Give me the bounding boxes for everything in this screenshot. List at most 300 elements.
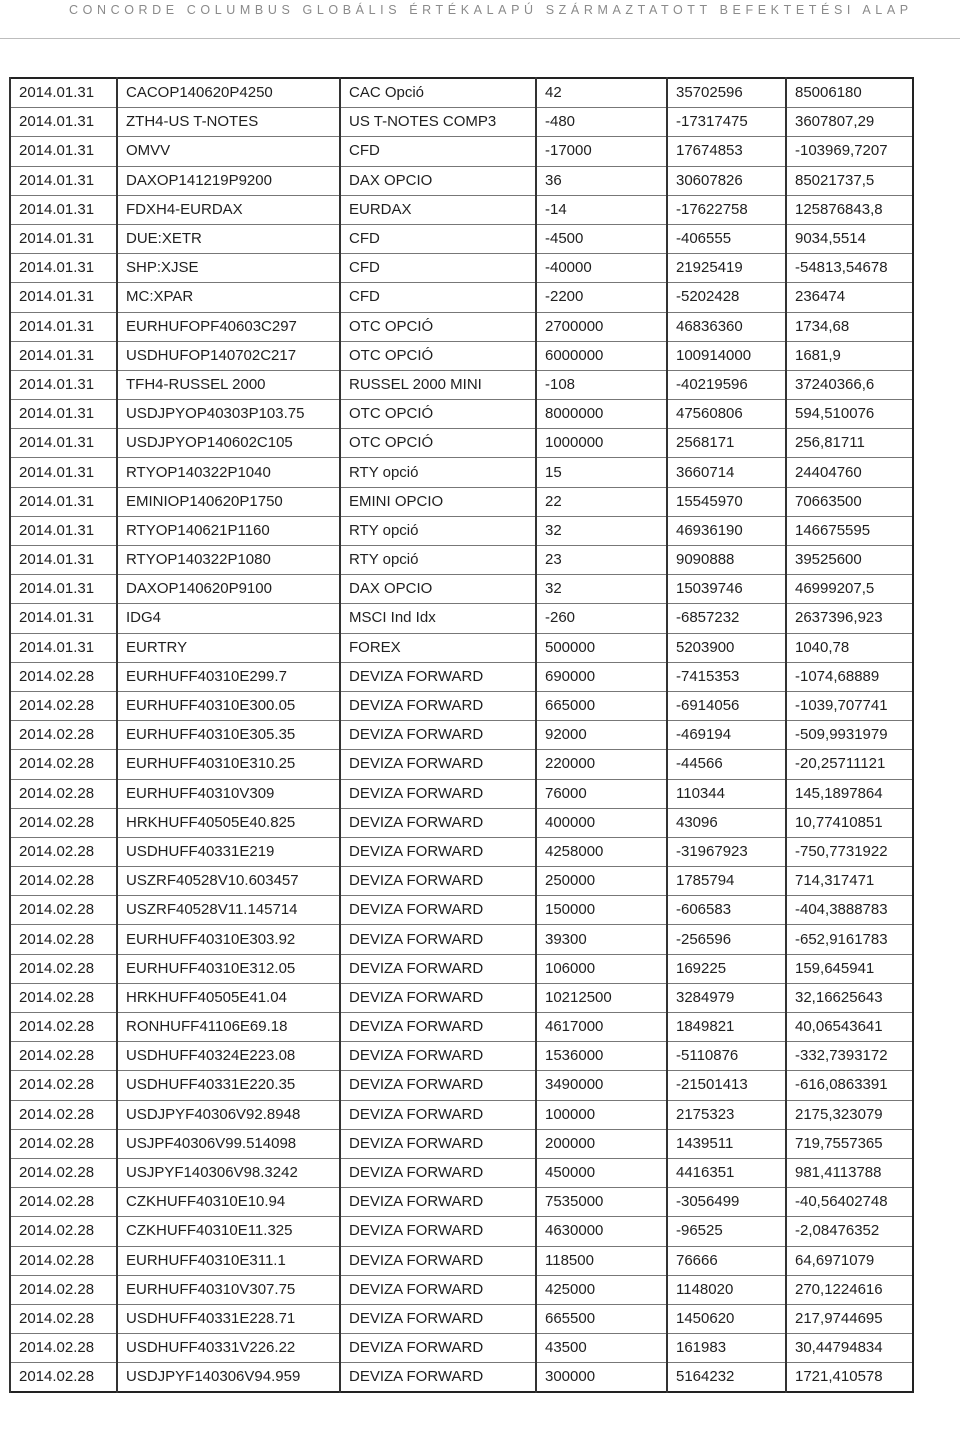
date-cell: 2014.02.28 xyxy=(10,1129,117,1158)
amount-cell: 37240366,6 xyxy=(786,370,913,399)
instrument-type-cell: CFD xyxy=(340,254,536,283)
date-cell: 2014.01.31 xyxy=(10,195,117,224)
date-cell: 2014.01.31 xyxy=(10,370,117,399)
instrument-type-cell: DEVIZA FORWARD xyxy=(340,837,536,866)
instrument-code-cell: ZTH4-US T-NOTES xyxy=(117,108,340,137)
instrument-type-cell: DEVIZA FORWARD xyxy=(340,896,536,925)
date-cell: 2014.02.28 xyxy=(10,1275,117,1304)
amount-cell: 125876843,8 xyxy=(786,195,913,224)
table-row xyxy=(10,925,913,954)
value-cell: 2568171 xyxy=(667,429,786,458)
date-cell: 2014.01.31 xyxy=(10,78,117,108)
value-cell: 100914000 xyxy=(667,341,786,370)
instrument-code-cell: EURHUFF40310V307.75 xyxy=(117,1275,340,1304)
amount-cell: -652,9161783 xyxy=(786,925,913,954)
amount-cell: 714,317471 xyxy=(786,867,913,896)
instrument-type-cell: DEVIZA FORWARD xyxy=(340,1217,536,1246)
amount-cell: -750,7731922 xyxy=(786,837,913,866)
instrument-code-cell: USJPYF140306V98.3242 xyxy=(117,1158,340,1187)
instrument-code-cell: MC:XPAR xyxy=(117,283,340,312)
date-cell: 2014.01.31 xyxy=(10,604,117,633)
amount-cell: -20,25711121 xyxy=(786,750,913,779)
quantity-cell: -108 xyxy=(536,370,667,399)
table-row xyxy=(10,867,913,896)
table-row xyxy=(10,400,913,429)
instrument-code-cell: EURHUFF40310E311.1 xyxy=(117,1246,340,1275)
instrument-code-cell: USZRF40528V11.145714 xyxy=(117,896,340,925)
instrument-code-cell: CACOP140620P4250 xyxy=(117,78,340,108)
table-row xyxy=(10,487,913,516)
instrument-type-cell: DEVIZA FORWARD xyxy=(340,1158,536,1187)
table-row xyxy=(10,1188,913,1217)
amount-cell: 719,7557365 xyxy=(786,1129,913,1158)
value-cell: -256596 xyxy=(667,925,786,954)
amount-cell: 1681,9 xyxy=(786,341,913,370)
instrument-code-cell: HRKHUFF40505E40.825 xyxy=(117,808,340,837)
amount-cell: -404,3888783 xyxy=(786,896,913,925)
quantity-cell: 106000 xyxy=(536,954,667,983)
amount-cell: 256,81711 xyxy=(786,429,913,458)
instrument-code-cell: RTYOP140621P1160 xyxy=(117,516,340,545)
amount-cell: 2175,323079 xyxy=(786,1100,913,1129)
date-cell: 2014.02.28 xyxy=(10,1100,117,1129)
instrument-code-cell: USDHUFOP140702C217 xyxy=(117,341,340,370)
instrument-type-cell: OTC OPCIÓ xyxy=(340,341,536,370)
amount-cell: -509,9931979 xyxy=(786,721,913,750)
date-cell: 2014.02.28 xyxy=(10,1158,117,1187)
quantity-cell: 690000 xyxy=(536,662,667,691)
date-cell: 2014.02.28 xyxy=(10,1042,117,1071)
value-cell: 47560806 xyxy=(667,400,786,429)
value-cell: 35702596 xyxy=(667,78,786,108)
instrument-type-cell: CAC Opció xyxy=(340,78,536,108)
instrument-type-cell: DEVIZA FORWARD xyxy=(340,983,536,1012)
quantity-cell: -260 xyxy=(536,604,667,633)
amount-cell: -40,56402748 xyxy=(786,1188,913,1217)
value-cell: 161983 xyxy=(667,1334,786,1363)
amount-cell: -103969,7207 xyxy=(786,137,913,166)
instrument-type-cell: DEVIZA FORWARD xyxy=(340,1071,536,1100)
quantity-cell: -2200 xyxy=(536,283,667,312)
value-cell: 17674853 xyxy=(667,137,786,166)
instrument-type-cell: EURDAX xyxy=(340,195,536,224)
date-cell: 2014.02.28 xyxy=(10,983,117,1012)
instrument-code-cell: DAXOP140620P9100 xyxy=(117,575,340,604)
value-cell: 15039746 xyxy=(667,575,786,604)
quantity-cell: 42 xyxy=(536,78,667,108)
date-cell: 2014.01.31 xyxy=(10,312,117,341)
table-row xyxy=(10,1071,913,1100)
amount-cell: 159,645941 xyxy=(786,954,913,983)
date-cell: 2014.01.31 xyxy=(10,166,117,195)
value-cell: 169225 xyxy=(667,954,786,983)
quantity-cell: 200000 xyxy=(536,1129,667,1158)
instrument-code-cell: DUE:XETR xyxy=(117,224,340,253)
quantity-cell: 425000 xyxy=(536,1275,667,1304)
instrument-type-cell: RTY opció xyxy=(340,546,536,575)
instrument-type-cell: DAX OPCIO xyxy=(340,166,536,195)
value-cell: 1450620 xyxy=(667,1304,786,1333)
instrument-code-cell: USJPF40306V99.514098 xyxy=(117,1129,340,1158)
instrument-code-cell: EMINIOP140620P1750 xyxy=(117,487,340,516)
date-cell: 2014.01.31 xyxy=(10,108,117,137)
date-cell: 2014.02.28 xyxy=(10,837,117,866)
table-row xyxy=(10,429,913,458)
date-cell: 2014.01.31 xyxy=(10,516,117,545)
instrument-code-cell: USZRF40528V10.603457 xyxy=(117,867,340,896)
date-cell: 2014.02.28 xyxy=(10,1363,117,1393)
amount-cell: 32,16625643 xyxy=(786,983,913,1012)
date-cell: 2014.02.28 xyxy=(10,954,117,983)
instrument-type-cell: DEVIZA FORWARD xyxy=(340,1100,536,1129)
value-cell: 3284979 xyxy=(667,983,786,1012)
date-cell: 2014.02.28 xyxy=(10,1334,117,1363)
quantity-cell: 92000 xyxy=(536,721,667,750)
instrument-type-cell: DEVIZA FORWARD xyxy=(340,1042,536,1071)
instrument-code-cell: RTYOP140322P1040 xyxy=(117,458,340,487)
value-cell: -7415353 xyxy=(667,662,786,691)
value-cell: -96525 xyxy=(667,1217,786,1246)
quantity-cell: 10212500 xyxy=(536,983,667,1012)
table-row xyxy=(10,312,913,341)
table-row xyxy=(10,604,913,633)
quantity-cell: 7535000 xyxy=(536,1188,667,1217)
table-row xyxy=(10,1363,913,1393)
quantity-cell: 39300 xyxy=(536,925,667,954)
value-cell: -21501413 xyxy=(667,1071,786,1100)
instrument-code-cell: EURHUFF40310E310.25 xyxy=(117,750,340,779)
derivatives-table-body xyxy=(10,78,913,1392)
instrument-code-cell: EURHUFF40310E299.7 xyxy=(117,662,340,691)
quantity-cell: 4258000 xyxy=(536,837,667,866)
table-row xyxy=(10,1275,913,1304)
date-cell: 2014.02.28 xyxy=(10,896,117,925)
quantity-cell: -17000 xyxy=(536,137,667,166)
quantity-cell: -4500 xyxy=(536,224,667,253)
instrument-code-cell: RONHUFF41106E69.18 xyxy=(117,1013,340,1042)
amount-cell: 594,510076 xyxy=(786,400,913,429)
instrument-code-cell: HRKHUFF40505E41.04 xyxy=(117,983,340,1012)
value-cell: 46836360 xyxy=(667,312,786,341)
quantity-cell: 118500 xyxy=(536,1246,667,1275)
date-cell: 2014.01.31 xyxy=(10,283,117,312)
date-cell: 2014.01.31 xyxy=(10,341,117,370)
quantity-cell: 4617000 xyxy=(536,1013,667,1042)
amount-cell: -1074,68889 xyxy=(786,662,913,691)
table-row xyxy=(10,137,913,166)
instrument-type-cell: CFD xyxy=(340,283,536,312)
date-cell: 2014.01.31 xyxy=(10,458,117,487)
value-cell: -44566 xyxy=(667,750,786,779)
quantity-cell: 220000 xyxy=(536,750,667,779)
table-row xyxy=(10,1158,913,1187)
quantity-cell: -480 xyxy=(536,108,667,137)
instrument-code-cell: EURHUFF40310E300.05 xyxy=(117,691,340,720)
quantity-cell: 100000 xyxy=(536,1100,667,1129)
value-cell: -406555 xyxy=(667,224,786,253)
date-cell: 2014.02.28 xyxy=(10,750,117,779)
amount-cell: 3607807,29 xyxy=(786,108,913,137)
value-cell: 30607826 xyxy=(667,166,786,195)
instrument-code-cell: OMVV xyxy=(117,137,340,166)
date-cell: 2014.02.28 xyxy=(10,925,117,954)
instrument-code-cell: EURTRY xyxy=(117,633,340,662)
table-row xyxy=(10,224,913,253)
instrument-type-cell: MSCI Ind Idx xyxy=(340,604,536,633)
instrument-type-cell: OTC OPCIÓ xyxy=(340,400,536,429)
table-row xyxy=(10,283,913,312)
instrument-type-cell: DEVIZA FORWARD xyxy=(340,1334,536,1363)
amount-cell: 85021737,5 xyxy=(786,166,913,195)
value-cell: -17622758 xyxy=(667,195,786,224)
quantity-cell: 300000 xyxy=(536,1363,667,1393)
value-cell: 3660714 xyxy=(667,458,786,487)
date-cell: 2014.02.28 xyxy=(10,808,117,837)
value-cell: 2175323 xyxy=(667,1100,786,1129)
instrument-type-cell: CFD xyxy=(340,224,536,253)
amount-cell: 1040,78 xyxy=(786,633,913,662)
instrument-type-cell: DEVIZA FORWARD xyxy=(340,691,536,720)
value-cell: 9090888 xyxy=(667,546,786,575)
amount-cell: 145,1897864 xyxy=(786,779,913,808)
instrument-code-cell: EURHUFF40310E305.35 xyxy=(117,721,340,750)
amount-cell: 1721,410578 xyxy=(786,1363,913,1393)
instrument-code-cell: USDJPYF140306V94.959 xyxy=(117,1363,340,1393)
value-cell: 1439511 xyxy=(667,1129,786,1158)
instrument-code-cell: FDXH4-EURDAX xyxy=(117,195,340,224)
amount-cell: 46999207,5 xyxy=(786,575,913,604)
table-row xyxy=(10,1334,913,1363)
value-cell: 46936190 xyxy=(667,516,786,545)
value-cell: -6914056 xyxy=(667,691,786,720)
instrument-type-cell: DEVIZA FORWARD xyxy=(340,1304,536,1333)
table-row xyxy=(10,808,913,837)
date-cell: 2014.01.31 xyxy=(10,400,117,429)
date-cell: 2014.02.28 xyxy=(10,691,117,720)
value-cell: -31967923 xyxy=(667,837,786,866)
amount-cell: 70663500 xyxy=(786,487,913,516)
instrument-type-cell: RUSSEL 2000 MINI xyxy=(340,370,536,399)
table-row xyxy=(10,1042,913,1071)
amount-cell: 30,44794834 xyxy=(786,1334,913,1363)
quantity-cell: 4630000 xyxy=(536,1217,667,1246)
amount-cell: 64,6971079 xyxy=(786,1246,913,1275)
instrument-type-cell: DEVIZA FORWARD xyxy=(340,954,536,983)
table-row xyxy=(10,1129,913,1158)
quantity-cell: 6000000 xyxy=(536,341,667,370)
value-cell: -469194 xyxy=(667,721,786,750)
table-row xyxy=(10,108,913,137)
amount-cell: 39525600 xyxy=(786,546,913,575)
date-cell: 2014.01.31 xyxy=(10,254,117,283)
quantity-cell: 76000 xyxy=(536,779,667,808)
value-cell: -40219596 xyxy=(667,370,786,399)
instrument-type-cell: DEVIZA FORWARD xyxy=(340,1188,536,1217)
instrument-type-cell: DEVIZA FORWARD xyxy=(340,808,536,837)
instrument-code-cell: SHP:XJSE xyxy=(117,254,340,283)
amount-cell: 24404760 xyxy=(786,458,913,487)
quantity-cell: 250000 xyxy=(536,867,667,896)
table-row xyxy=(10,370,913,399)
table-row xyxy=(10,78,913,108)
amount-cell: 2637396,923 xyxy=(786,604,913,633)
value-cell: 1785794 xyxy=(667,867,786,896)
date-cell: 2014.01.31 xyxy=(10,575,117,604)
instrument-code-cell: USDHUFF40331E219 xyxy=(117,837,340,866)
table-row xyxy=(10,983,913,1012)
table-row xyxy=(10,341,913,370)
quantity-cell: 1000000 xyxy=(536,429,667,458)
derivatives-table xyxy=(9,77,914,1393)
quantity-cell: 400000 xyxy=(536,808,667,837)
value-cell: -606583 xyxy=(667,896,786,925)
quantity-cell: -40000 xyxy=(536,254,667,283)
instrument-code-cell: USDJPYF40306V92.8948 xyxy=(117,1100,340,1129)
table-row xyxy=(10,837,913,866)
date-cell: 2014.02.28 xyxy=(10,1071,117,1100)
instrument-type-cell: DEVIZA FORWARD xyxy=(340,925,536,954)
instrument-type-cell: OTC OPCIÓ xyxy=(340,429,536,458)
instrument-type-cell: DEVIZA FORWARD xyxy=(340,662,536,691)
instrument-type-cell: RTY opció xyxy=(340,516,536,545)
table-row xyxy=(10,779,913,808)
amount-cell: 1734,68 xyxy=(786,312,913,341)
table-row xyxy=(10,1246,913,1275)
amount-cell: 40,06543641 xyxy=(786,1013,913,1042)
table-row xyxy=(10,254,913,283)
instrument-code-cell: DAXOP141219P9200 xyxy=(117,166,340,195)
value-cell: -5202428 xyxy=(667,283,786,312)
quantity-cell: 665500 xyxy=(536,1304,667,1333)
table-row xyxy=(10,1304,913,1333)
table-row xyxy=(10,575,913,604)
quantity-cell: 15 xyxy=(536,458,667,487)
quantity-cell: 1536000 xyxy=(536,1042,667,1071)
instrument-type-cell: FOREX xyxy=(340,633,536,662)
table-row xyxy=(10,166,913,195)
value-cell: 43096 xyxy=(667,808,786,837)
amount-cell: 981,4113788 xyxy=(786,1158,913,1187)
date-cell: 2014.01.31 xyxy=(10,137,117,166)
document-header-title: CONCORDE COLUMBUS GLOBÁLIS ÉRTÉKALAPÚ SZÁRMAZTATOTT BEFEKTETÉSI ALAP xyxy=(69,3,913,17)
table-row xyxy=(10,896,913,925)
date-cell: 2014.02.28 xyxy=(10,1188,117,1217)
value-cell: -6857232 xyxy=(667,604,786,633)
instrument-type-cell: RTY opció xyxy=(340,458,536,487)
quantity-cell: 665000 xyxy=(536,691,667,720)
date-cell: 2014.02.28 xyxy=(10,1217,117,1246)
date-cell: 2014.02.28 xyxy=(10,1246,117,1275)
instrument-type-cell: DEVIZA FORWARD xyxy=(340,1363,536,1393)
date-cell: 2014.01.31 xyxy=(10,487,117,516)
value-cell: 1849821 xyxy=(667,1013,786,1042)
date-cell: 2014.02.28 xyxy=(10,662,117,691)
date-cell: 2014.02.28 xyxy=(10,721,117,750)
amount-cell: 217,9744695 xyxy=(786,1304,913,1333)
quantity-cell: 22 xyxy=(536,487,667,516)
table-row xyxy=(10,458,913,487)
instrument-type-cell: DEVIZA FORWARD xyxy=(340,1129,536,1158)
table-row xyxy=(10,1100,913,1129)
date-cell: 2014.02.28 xyxy=(10,779,117,808)
instrument-code-cell: USDJPYOP40303P103.75 xyxy=(117,400,340,429)
quantity-cell: 150000 xyxy=(536,896,667,925)
quantity-cell: 23 xyxy=(536,546,667,575)
value-cell: -5110876 xyxy=(667,1042,786,1071)
instrument-code-cell: EURHUFF40310E312.05 xyxy=(117,954,340,983)
quantity-cell: 2700000 xyxy=(536,312,667,341)
header-divider xyxy=(0,38,960,39)
value-cell: 5164232 xyxy=(667,1363,786,1393)
amount-cell: -1039,707741 xyxy=(786,691,913,720)
quantity-cell: 36 xyxy=(536,166,667,195)
amount-cell: 146675595 xyxy=(786,516,913,545)
value-cell: 5203900 xyxy=(667,633,786,662)
value-cell: -3056499 xyxy=(667,1188,786,1217)
instrument-code-cell: CZKHUFF40310E10.94 xyxy=(117,1188,340,1217)
value-cell: 15545970 xyxy=(667,487,786,516)
date-cell: 2014.01.31 xyxy=(10,224,117,253)
table-row xyxy=(10,954,913,983)
table-row xyxy=(10,633,913,662)
instrument-type-cell: CFD xyxy=(340,137,536,166)
quantity-cell: 450000 xyxy=(536,1158,667,1187)
table-row xyxy=(10,721,913,750)
quantity-cell: 3490000 xyxy=(536,1071,667,1100)
instrument-type-cell: DEVIZA FORWARD xyxy=(340,779,536,808)
instrument-code-cell: USDJPYOP140602C105 xyxy=(117,429,340,458)
quantity-cell: -14 xyxy=(536,195,667,224)
amount-cell: 236474 xyxy=(786,283,913,312)
date-cell: 2014.01.31 xyxy=(10,546,117,575)
quantity-cell: 43500 xyxy=(536,1334,667,1363)
amount-cell: 85006180 xyxy=(786,78,913,108)
value-cell: -17317475 xyxy=(667,108,786,137)
table-row xyxy=(10,750,913,779)
table-row xyxy=(10,662,913,691)
amount-cell: 10,77410851 xyxy=(786,808,913,837)
instrument-type-cell: US T-NOTES COMP3 xyxy=(340,108,536,137)
instrument-code-cell: USDHUFF40331E228.71 xyxy=(117,1304,340,1333)
instrument-code-cell: USDHUFF40331E220.35 xyxy=(117,1071,340,1100)
instrument-type-cell: DEVIZA FORWARD xyxy=(340,1275,536,1304)
value-cell: 110344 xyxy=(667,779,786,808)
quantity-cell: 32 xyxy=(536,575,667,604)
quantity-cell: 8000000 xyxy=(536,400,667,429)
table-row xyxy=(10,1013,913,1042)
quantity-cell: 500000 xyxy=(536,633,667,662)
instrument-code-cell: TFH4-RUSSEL 2000 xyxy=(117,370,340,399)
amount-cell: 9034,5514 xyxy=(786,224,913,253)
instrument-code-cell: IDG4 xyxy=(117,604,340,633)
table-row xyxy=(10,1217,913,1246)
instrument-type-cell: DEVIZA FORWARD xyxy=(340,1246,536,1275)
amount-cell: -54813,54678 xyxy=(786,254,913,283)
instrument-type-cell: DEVIZA FORWARD xyxy=(340,750,536,779)
instrument-type-cell: DEVIZA FORWARD xyxy=(340,721,536,750)
instrument-type-cell: DEVIZA FORWARD xyxy=(340,1013,536,1042)
amount-cell: -332,7393172 xyxy=(786,1042,913,1071)
date-cell: 2014.02.28 xyxy=(10,1304,117,1333)
instrument-code-cell: EURHUFOPF40603C297 xyxy=(117,312,340,341)
date-cell: 2014.01.31 xyxy=(10,429,117,458)
instrument-type-cell: OTC OPCIÓ xyxy=(340,312,536,341)
instrument-type-cell: DEVIZA FORWARD xyxy=(340,867,536,896)
date-cell: 2014.02.28 xyxy=(10,1013,117,1042)
table-row xyxy=(10,546,913,575)
table-row xyxy=(10,195,913,224)
table-row xyxy=(10,516,913,545)
